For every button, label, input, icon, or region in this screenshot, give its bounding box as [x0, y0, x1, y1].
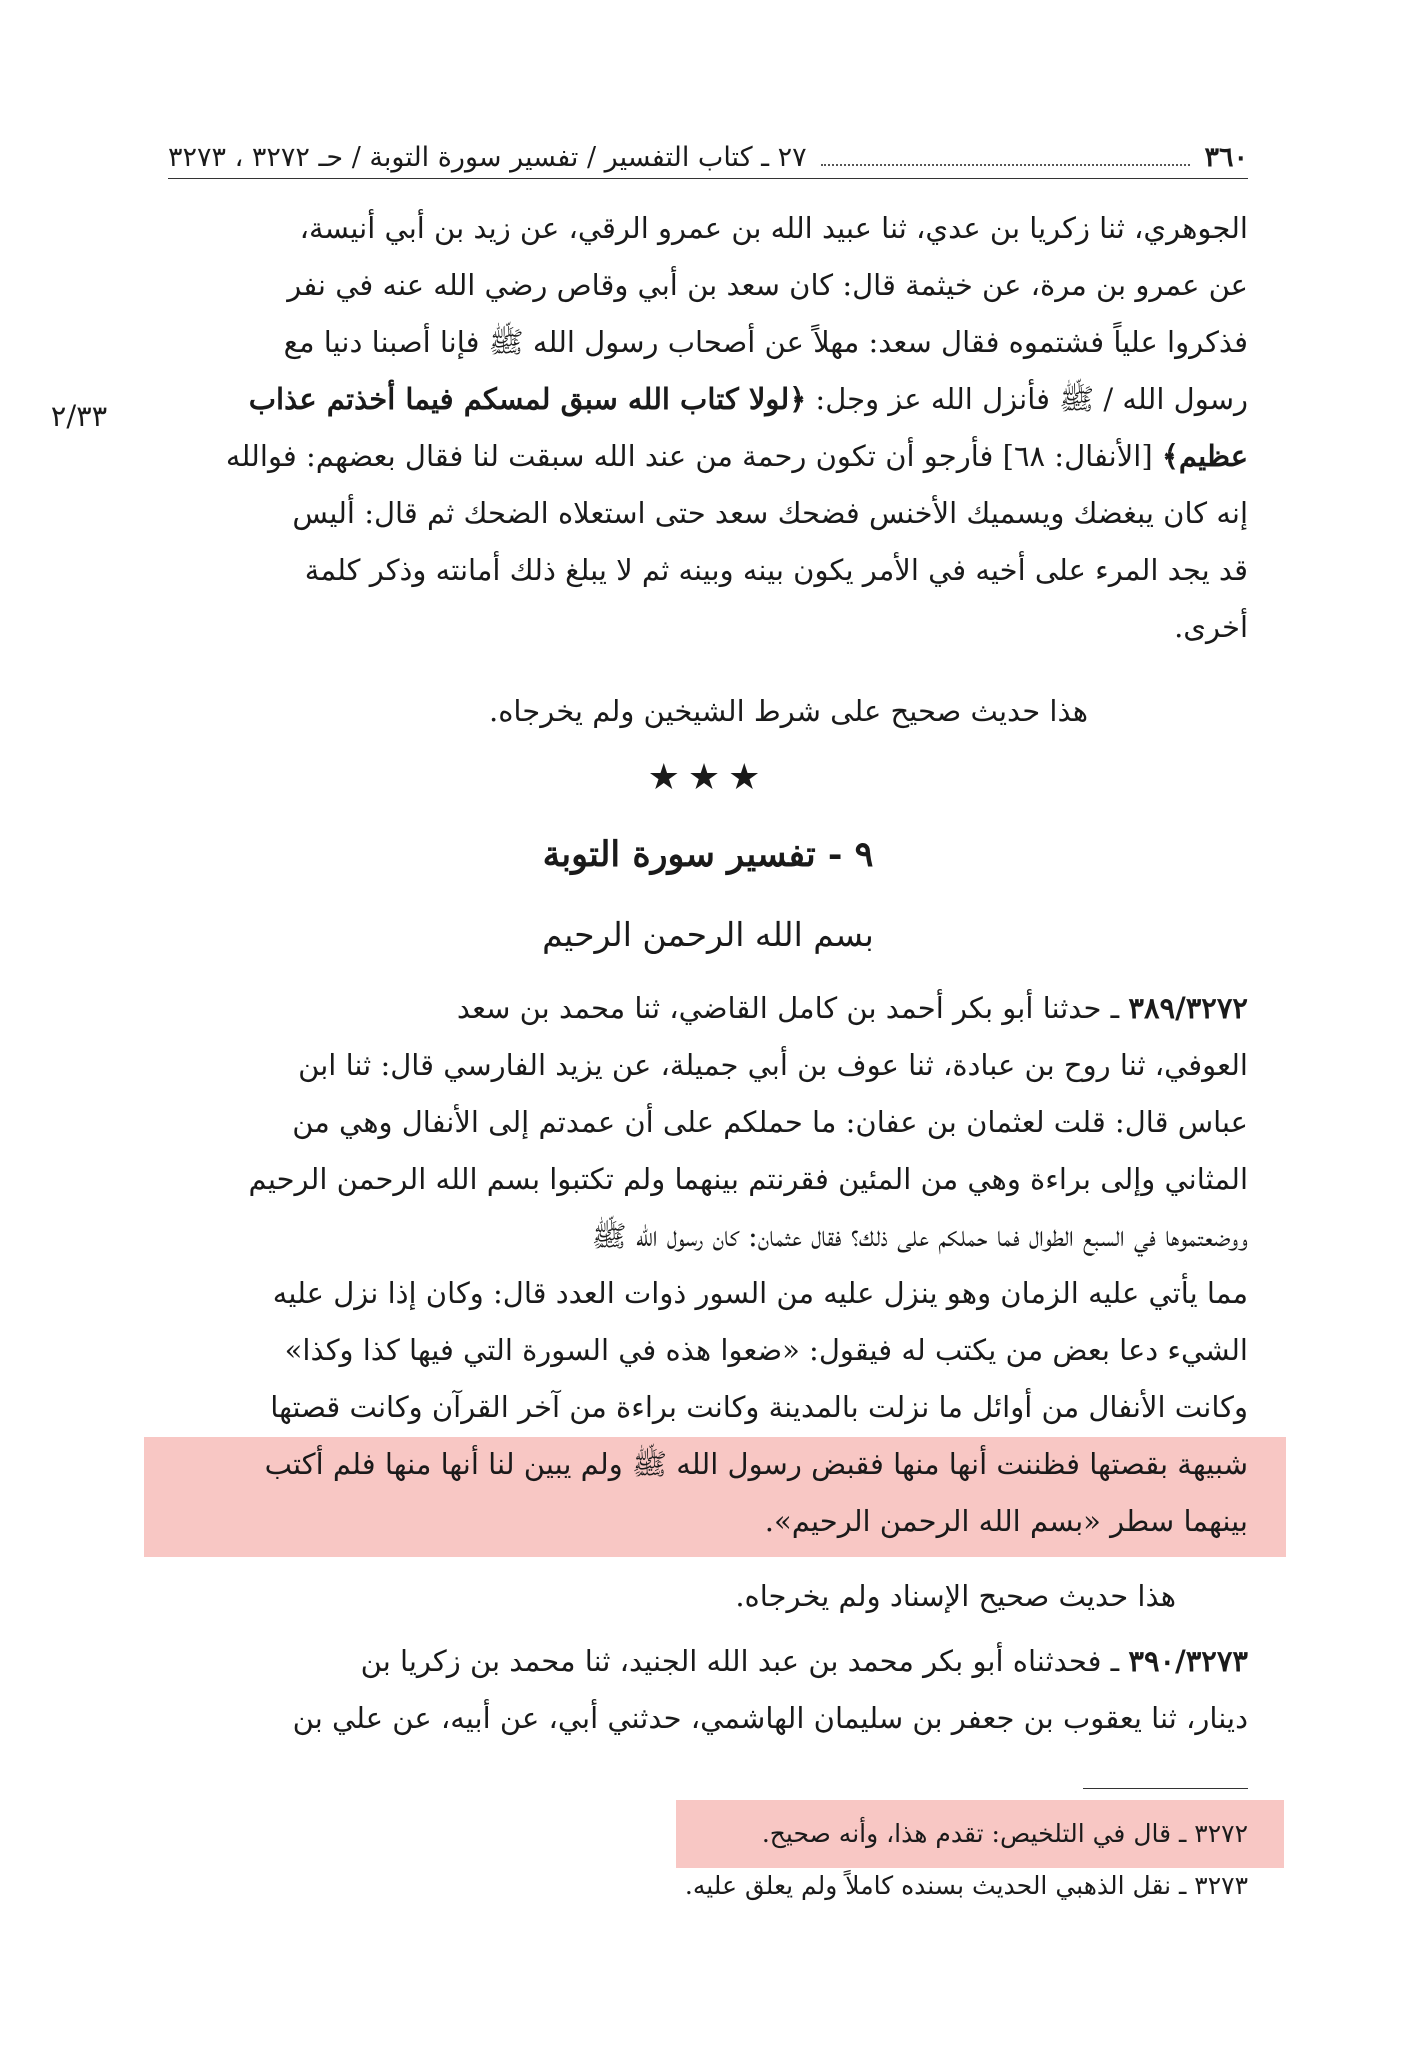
margin-reference: ٢/٣٣ — [50, 399, 108, 433]
text-line: أخرى. — [1174, 610, 1248, 644]
running-title: ٢٧ ـ كتاب التفسير / تفسير سورة التوبة / حـ ٣٢٧٢ ، ٣٢٧٣ — [168, 142, 807, 173]
text-line — [168, 371, 1248, 428]
page-number: ٣٦٠ — [1204, 142, 1248, 173]
section-separator-stars: ★★★ — [647, 757, 769, 798]
hadith-number: ٣٩٠/٣٢٧٣ — [1128, 1644, 1248, 1678]
text-segment: [الأنفال: ٦٨] فأرجو أن تكون رحمة من عند الله سبقت لنا فقال بعضهم: فوالله — [225, 439, 1162, 473]
text-line: العوفي، ثنا روح بن عبادة، ثنا عوف بن أبي جميلة، عن يزيد الفارسي قال: ثنا ابن — [298, 1048, 1248, 1082]
text-line: إنه كان يبغضك ويسميك الأخنس فضحك سعد حتى استعلاه الضحك ثم قال: أليس — [292, 496, 1248, 530]
text-line: الجوهري، ثنا زكريا بن عدي، ثنا عبيد الله بن عمرو الرقي، عن زيد بن أبي أنيسة، — [299, 211, 1248, 245]
top-paragraph — [168, 200, 1248, 656]
verdict-text: هذا حديث صحيح على شرط الشيخين ولم يخرجاه. — [489, 694, 1088, 728]
hadith-number: ٣٨٩/٣٢٧٢ — [1128, 991, 1248, 1025]
text-segment: ـ حدثنا أبو بكر أحمد بن كامل القاضي، ثنا محمد بن سعد — [456, 991, 1129, 1025]
surah-title: ٩ - تفسير سورة التوبة — [542, 834, 874, 875]
text-line: مما يأتي عليه الزمان وهو ينزل عليه من السور ذوات العدد قال: وكان إذا نزل عليه — [272, 1276, 1248, 1310]
text-line: دينار، ثنا يعقوب بن جعفر بن سليمان الهاشمي، حدثني أبي، عن أبيه، عن علي بن — [292, 1701, 1248, 1735]
footnote-3272: ٣٢٧٢ ـ قال في التلخيص: تقدم هذا، وأنه صحيح. — [761, 1819, 1248, 1848]
text-line: ووضعتموها في السبع الطوال فما حملكم على ذلك؟ فقال عثمان: كان رسول الله ﷺ — [591, 1219, 1248, 1253]
text-line: عباس قال: قلت لعثمان بن عفان: ما حملكم على أن عمدتم إلى الأنفال وهي من — [292, 1105, 1248, 1139]
text-line: المثاني وإلى براءة وهي من المئين فقرنتم بينهما ولم تكتبوا بسم الله الرحمن الرحيم — [248, 1162, 1248, 1196]
header-dot-leader — [821, 150, 1191, 166]
hadith-3272 — [168, 980, 1248, 1550]
text-segment: ـ فحدثناه أبو بكر محمد بن عبد الله الجنيد، ثنا محمد بن زكريا بن — [360, 1644, 1129, 1678]
quran-quote: ﴿لولا كتاب الله سبق لمسكم فيما أخذتم عذاب — [248, 382, 807, 416]
text-segment: رسول الله / ﷺ فأنزل الله عز وجل: — [806, 382, 1248, 416]
verdict-1 — [168, 683, 1248, 740]
basmala: بسم الله الرحمن الرحيم — [542, 915, 874, 954]
text-line: قد يجد المرء على أخيه في الأمر يكون بينه وبينه ثم لا يبلغ ذلك أمانته وذكر كلمة — [304, 553, 1248, 587]
quran-quote-end: عظيم﴾ — [1161, 439, 1248, 473]
verdict-2 — [168, 1568, 1248, 1625]
footnote-separator — [1083, 1788, 1248, 1789]
text-line: الشيء دعا بعض من يكتب له فيقول: «ضعوا هذه في السورة التي فيها كذا وكذا» — [284, 1333, 1248, 1367]
verdict-text: هذا حديث صحيح الإسناد ولم يخرجاه. — [735, 1579, 1176, 1613]
text-line — [168, 1633, 1248, 1690]
text-line: فذكروا علياً فشتموه فقال سعد: مهلاً عن أصحاب رسول الله ﷺ فإنا أصبنا دنيا مع — [283, 325, 1248, 359]
text-line — [168, 980, 1248, 1037]
text-line: عن عمرو بن مرة، عن خيثمة قال: كان سعد بن أبي وقاص رضي الله عنه في نفر — [287, 268, 1248, 302]
page-header — [168, 138, 1248, 179]
hadith-3273 — [168, 1633, 1248, 1747]
text-line — [168, 428, 1248, 485]
footnote-3273: ٣٢٧٣ ـ نقل الذهبي الحديث بسنده كاملاً ولم يعلق عليه. — [684, 1871, 1248, 1900]
highlighted-text-line: شبيهة بقصتها فظننت أنها منها فقبض رسول الله ﷺ ولم يبين لنا أنها منها فلم أكتب — [264, 1447, 1248, 1481]
text-line: وكانت الأنفال من أوائل ما نزلت بالمدينة وكانت براءة من آخر القرآن وكانت قصتها — [270, 1390, 1248, 1424]
highlighted-text-line: بينهما سطر «بسم الله الرحمن الرحيم». — [764, 1504, 1248, 1538]
